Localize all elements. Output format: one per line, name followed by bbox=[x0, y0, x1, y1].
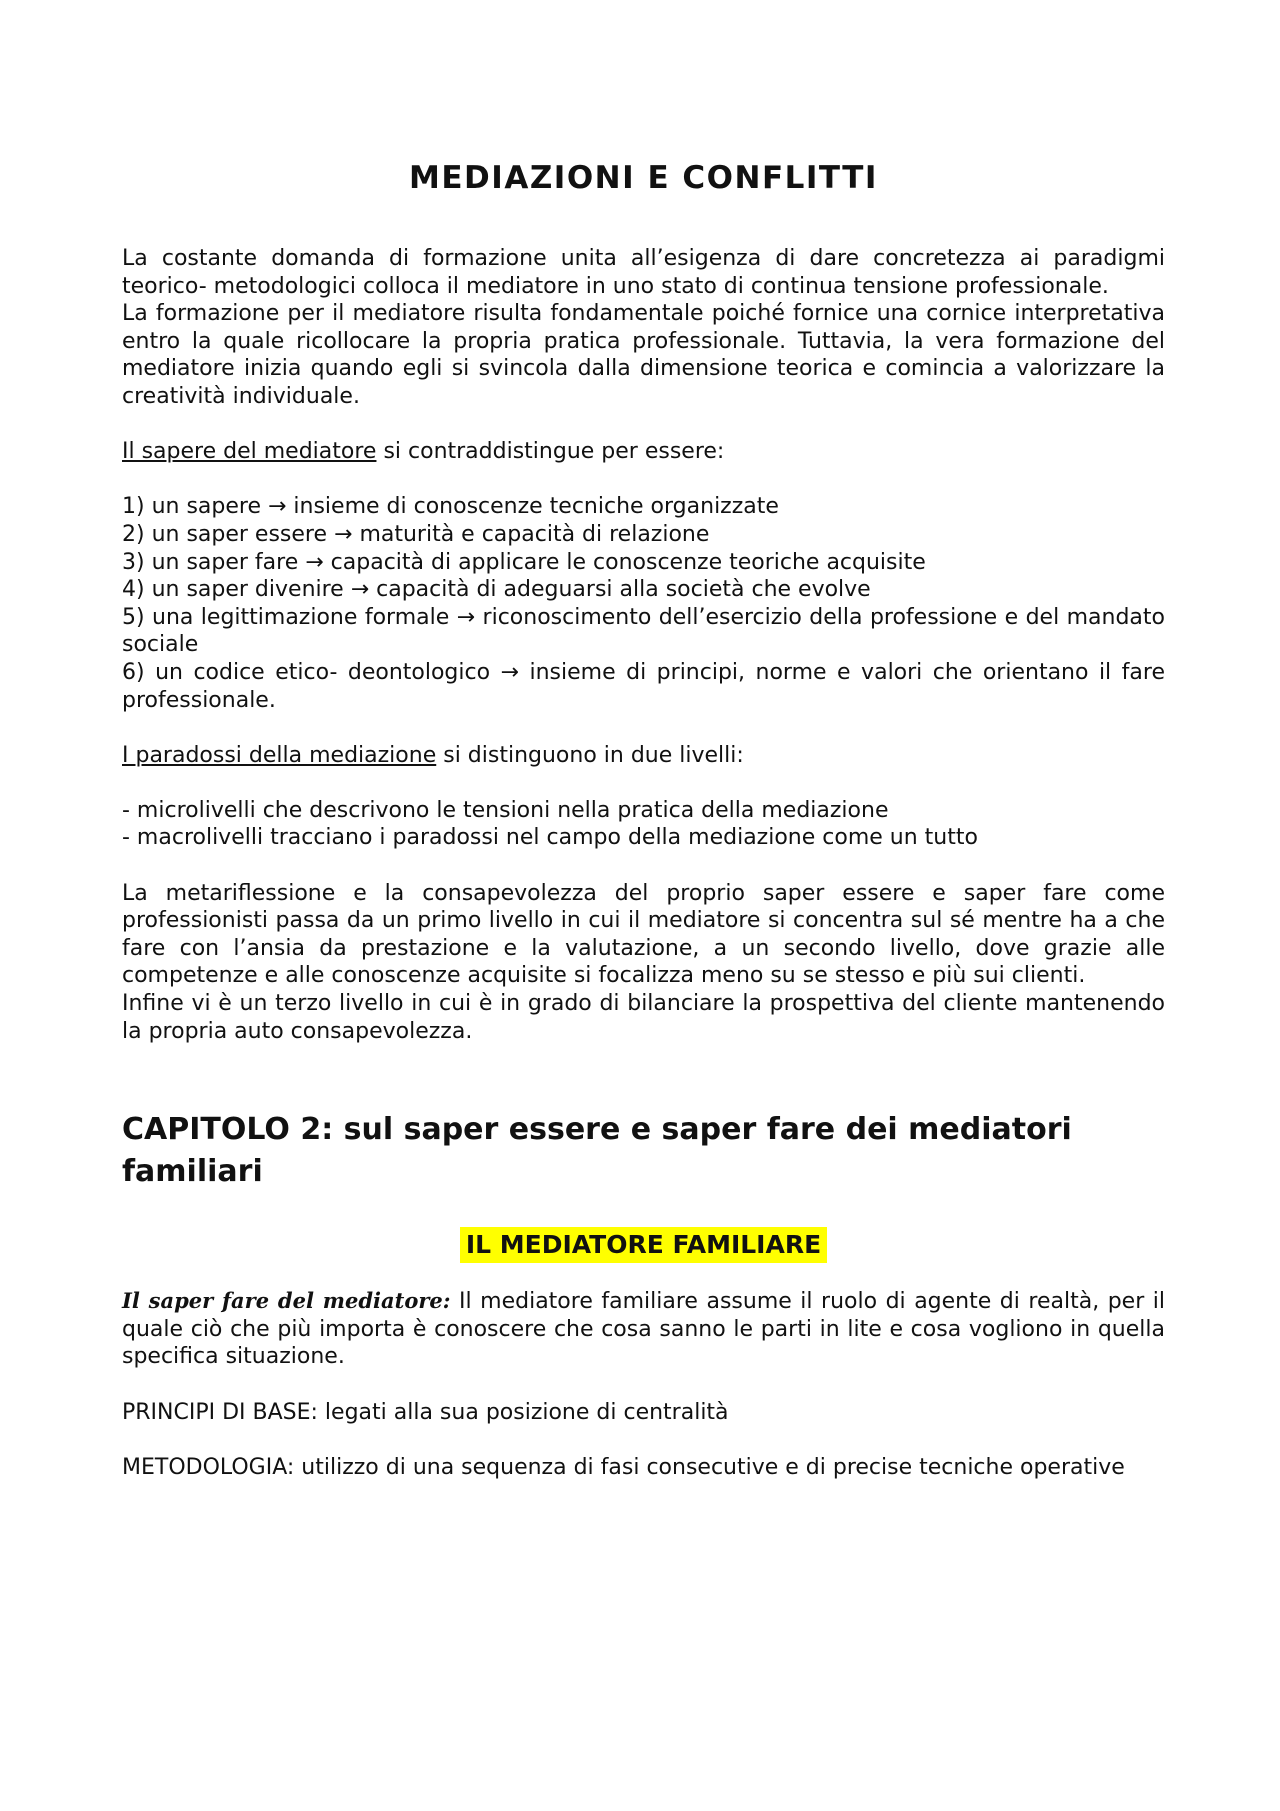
document-title: MEDIAZIONI E CONFLITTI bbox=[409, 160, 878, 196]
paradossi-lead-rest: si distinguono in due livelli: bbox=[436, 742, 744, 768]
list-item: - microlivelli che descrivono le tensioni nella pratica della mediazione bbox=[122, 797, 889, 823]
paradossi-lead bbox=[122, 742, 1165, 770]
list-item: 2) un saper essere → maturità e capacità di relazione bbox=[122, 521, 710, 547]
list-item: 1) un sapere → insieme di conoscenze tecniche organizzate bbox=[122, 494, 779, 520]
intro-paragraph-2: La formazione per il mediatore risulta fondamentale poiché fornice una cornice interpretativa entro la quale ricollocare la propria pratica professionale. Tuttavia, la vera formazione del mediatore inizia quando egli si svincola dalla dimensione teorica e comincia a valorizzare la creatività individuale. bbox=[122, 301, 1165, 409]
spacer bbox=[122, 1426, 1165, 1454]
metodologia-line: METODOLOGIA: utilizzo di una sequenza di fasi consecutive e di precise tecniche operative bbox=[122, 1454, 1125, 1480]
metariflessione-paragraph-1: La metariflessione e la consapevolezza del proprio saper essere e saper fare come professionisti passa da un primo livello in cui il mediatore si concentra sul sé mentre ha a che fare con l’ansia da prestazione e la valutazione, a un secondo livello, dove grazie alle competenze e alle conoscenze acquisite si focalizza meno su se stesso e più sui clienti. bbox=[122, 880, 1165, 989]
list-item: - macrolivelli tracciano i paradossi nel campo della mediazione come un tutto bbox=[122, 825, 978, 851]
spacer bbox=[122, 714, 1165, 742]
spacer bbox=[122, 411, 1165, 439]
list-item: 6) un codice etico- deontologico → insieme di principi, norme e valori che orientano il fare professionale. bbox=[122, 659, 1165, 713]
sapere-lead-rest: si contraddistingue per essere: bbox=[376, 439, 725, 465]
chapter-heading: CAPITOLO 2: sul saper essere e saper fare dei mediatori familiari bbox=[122, 1112, 1072, 1190]
list-item: 5) una legittimazione formale → riconoscimento dell’esercizio della professione e del mandato sociale bbox=[122, 604, 1165, 658]
spacer bbox=[122, 769, 1165, 797]
paradossi-list bbox=[122, 797, 1165, 852]
list-item: 3) un saper fare → capacità di applicare le conoscenze teoriche acquisite bbox=[122, 549, 926, 575]
metariflessione-paragraph-2: Infine vi è un terzo livello in cui è in grado di bilanciare la prospettiva del cliente mantenendo la propria auto consapevolezza. bbox=[122, 991, 1165, 1044]
highlight-title-wrap bbox=[122, 1227, 1165, 1263]
paradossi-lead-underlined: I paradossi della mediazione bbox=[122, 742, 437, 768]
principi-line: PRINCIPI DI BASE: legati alla sua posizione di centralità bbox=[122, 1399, 729, 1425]
sapere-list bbox=[122, 493, 1165, 714]
saper-fare-paragraph bbox=[122, 1287, 1165, 1371]
saper-fare-text: Il mediatore familiare assume il ruolo di agente di realtà, per il quale ciò che più importa è conoscere che cosa sanno le parti in lite e cosa vogliono in quella specifica situazione. bbox=[122, 1289, 1165, 1370]
sapere-lead-underlined: Il sapere del mediatore bbox=[122, 439, 377, 465]
spacer bbox=[122, 852, 1165, 880]
list-item: 4) un saper divenire → capacità di adeguarsi alla società che evolve bbox=[122, 577, 871, 603]
sapere-lead bbox=[122, 438, 1165, 466]
intro-paragraph-1: La costante domanda di formazione unita all’esigenza di dare concretezza ai paradigmi teorico- metodologici colloca il mediatore in uno stato di continua tensione professionale. bbox=[122, 246, 1165, 299]
spacer bbox=[122, 466, 1165, 494]
highlighted-section-title: IL MEDIATORE FAMILIARE bbox=[460, 1227, 827, 1263]
saper-fare-label: Il saper fare del mediatore: bbox=[122, 1288, 451, 1314]
spacer bbox=[122, 1371, 1165, 1399]
